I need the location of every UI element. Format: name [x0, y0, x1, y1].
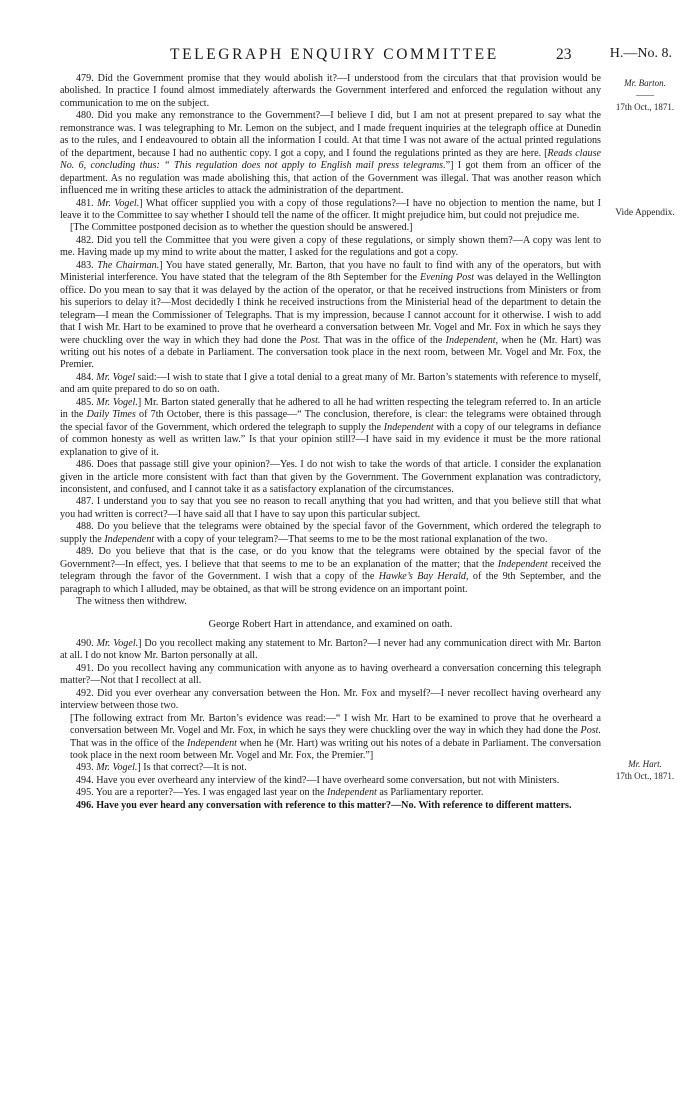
paragraph-491: 491. Do you recollect having any communication with anyone as to having overheard a conversation concerning this telegraph matter?—Not that I recollect at all.: [60, 662, 601, 687]
paragraph-489: 489. Do you believe that that is the case, or do you know that the telegrams were obtained by the special favor of the Government?—In effect, yes. I believe that that seems to me to be an explanation of the matter; that the Independent received the telegram through the favor of the Government. I wish that a copy of the Hawke’s Bay Herald, of the 9th September, and the paragraph to which I alluded, may be obtained, as that will be strong evidence on an important point.: [60, 546, 602, 595]
paragraph-482: 482. Did you tell the Committee that you were given a copy of these regulations, or simply shown them?—A copy was lent to me. Having made up my mind to write about the matter, I asked for the regulations and got a copy.: [60, 234, 601, 259]
page-header: [60, 46, 672, 68]
paragraph-480: 480. Did you make any remonstrance to the Government?—I believe I did, but I am not at present prepared to say what the remonstrance was. I was telegraphing to Mr. Lemon on the subject, and I made frequent inquiries at the telegraph office at Dunedin as to the rules, and I endeavoured to obtain all the information I could. At that time I was not aware of the actual printed regulations of the department, because I had no authentic copy. I got a copy, and I found the regulations printed as they are here. [Reads clause No. 6, concluding thus: “ This regulation does not apply to English mail press telegrams.”] I got them from an officer of the department. As no regulation was made abolishing this, that action of the Government was illegal. That was another reason which influenced me in writing these articles to attack the administration of the department.: [60, 110, 601, 197]
paragraph-479: 479. Did the Government promise that they would abolish it?—I understood from the circulars that that provision would be abolished. In practice I found almost immediately afterwards the Government interfered and enforced the regulation without any communication to me on the subject.: [60, 73, 601, 109]
margin-note-hart: [610, 758, 680, 782]
margin-witness-name: Mr. Hart.: [628, 759, 662, 769]
committee-note: [The Committee postponed decision as to whether the question should be answered.]: [70, 222, 413, 234]
margin-note-vide: [600, 207, 690, 219]
witness-withdrew: The witness then withdrew.: [76, 596, 187, 608]
margin-note-barton: [610, 77, 680, 113]
paragraph-487: 487. I understand you to say that you see no reason to recall anything that you had written, and that you believe still that what you had written is correct?—I have said all that I have to say upon this particular subject.: [60, 496, 601, 520]
margin-vide-appendix: Vide Appendix.: [615, 208, 675, 218]
paragraph-485: 485. Mr. Vogel.] Mr. Barton stated generally that he adhered to all he had written respecting the telegram referred to. In an article in the Daily Times of 7th October, there is this passage—“ The conclusion, therefore, is clear: the telegrams were obtained through the special favor of the Government, which ordered the telegraph to supply the Independent with a copy of our telegrams in defiance of common honesty as well as written law.” Is that your opinion still?—I have said in my evidence it must be the more rational explanation to give of it.: [60, 396, 602, 458]
margin-date: 17th Oct., 1871.: [615, 102, 675, 112]
paragraph-486: 486. Does that passage still give your opinion?—Yes. I do not wish to take the words of that article. I consider the explanation given in the article more consistent with fact than that given by the Government. The Government explanation was contradictory, inconsistent, and confused, and I cannot take it as a satisfactory explanation of the circumstances.: [60, 459, 601, 495]
paragraph-492: 492. Did you ever overhear any conversation between the Hon. Mr. Fox and myself?—I never recollect having overheard any interview between those two.: [60, 687, 601, 712]
paragraph-495: 495. You are a reporter?—Yes. I was engaged last year on the Independent as Parliamentary reporter.: [76, 787, 484, 799]
paragraph-493: 493. Mr. Vogel.] Is that correct?—It is not.: [76, 762, 247, 774]
paragraph-494: 494. Have you ever overheard any interview of the kind?—I have overheard some conversation, but not with Ministers.: [76, 774, 560, 786]
paragraph-488: 488. Do you believe that the telegrams were obtained by the special favor of the Government, which ordered the telegraph to supply the Independent with a copy of your telegram?—That seems to me to be the most rational explanation of the two.: [60, 521, 601, 545]
document-reference: H.—No. 8.: [609, 46, 672, 61]
evidence-body: [60, 73, 601, 812]
margin-date: 17th Oct., 1871.: [615, 771, 675, 781]
margin-witness-name: Mr. Barton.: [624, 78, 666, 88]
paragraph-496: 496. Have you ever heard any conversation with reference to this matter?—No. With reference to different matters.: [76, 799, 572, 811]
page-number: 23: [556, 46, 572, 63]
page-title: TELEGRAPH ENQUIRY COMMITTEE: [170, 46, 499, 63]
section-heading: George Robert Hart in attendance, and examined on oath.: [208, 619, 453, 631]
paragraph-481: 481. Mr. Vogel.] What officer supplied you with a copy of those regulations?—I have no objection to mention the name, but I leave it to the Committee to say whether I should tell the name of the officer. It might prejudice him, but could not prejudice me.: [60, 197, 602, 221]
paragraph-490: 490. Mr. Vogel.] Do you recollect making any statement to Mr. Barton?—I never had any communication direct with Mr. Barton at all. I do not know Mr. Barton personally at all.: [60, 637, 602, 662]
margin-dash: ——: [636, 90, 654, 100]
extract-note: [The following extract from Mr. Barton’s evidence was read:—“ I wish Mr. Hart to be examined to prove that he overheard a conversation between Mr. Vogel and Mr. Fox, in which he says they were chuckling over the way in which they had done the Post. That was in the office of the Independent when he (Mr. Hart) was writing out his notes of a debate in Parliament. The conversation took place in the next room between Mr. Vogel and Mr. Fox, the Premier.”]: [70, 712, 601, 762]
paragraph-484: 484. Mr. Vogel said:—I wish to state that I give a total denial to a great many of Mr. Barton’s statements with reference to myself, and am quite prepared to do so on oath.: [60, 371, 602, 396]
paragraph-483: 483. The Chairman.] You have stated generally, Mr. Barton, that you have no fault to find with any of the operators, but with Ministerial interference. You have stated that the telegram of the 8th September for the Evening Post was delayed in the Wellington office. Do you mean to say that it was delayed by the action of the operator, or that he received instructions from Ministers or from his superiors to delay it?—Most decidedly I think he received instructions from the Ministerial head of the department to detain the telegram—I mean the Commissioner of Telegraphs. That is my impression, because I cannot account for it otherwise. I wish to add that I wish Mr. Hart to be examined to prove that he overheard a conversation between Mr. Vogel and Mr. Fox in which he says they were chuckling over the way in which they had done the Post. That was in the office of the Independent, when he (Mr. Hart) was writing out his notes of a debate in Parliament. The conversation took place in the next room, between Mr. Vogel and Mr. Fox, the Premier.: [60, 259, 601, 371]
